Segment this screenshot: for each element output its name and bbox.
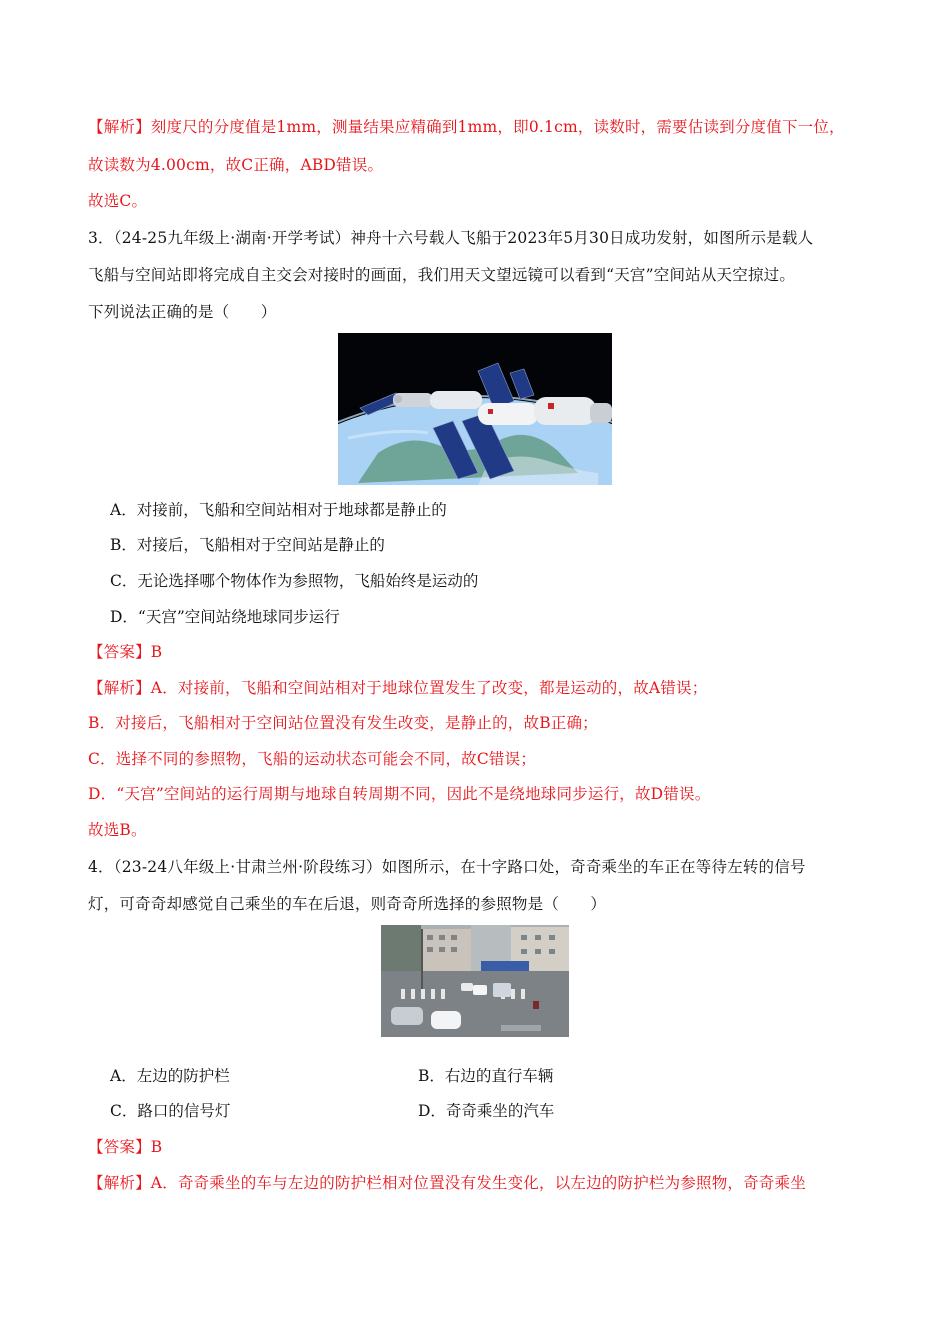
q2-conclusion: 故选C。 bbox=[88, 192, 148, 210]
q4-option-c: C．路口的信号灯 bbox=[110, 1102, 231, 1120]
q2-analysis-line-2: 故读数为4.00cm，故C正确，ABD错误。 bbox=[88, 156, 384, 174]
intersection-image bbox=[381, 925, 569, 1037]
intersection-illustration bbox=[381, 925, 569, 1037]
q3-analysis-c: C．选择不同的参照物，飞船的运动状态可能会不同，故C错误； bbox=[88, 750, 537, 768]
q3-option-c: C．无论选择哪个物体作为参照物，飞船始终是运动的 bbox=[110, 572, 479, 590]
q3-answer: 【答案】B bbox=[88, 643, 163, 661]
q3-stem-line-1: 3．（24-25九年级上·湖南·开学考试）神舟十六号载人飞船于2023年5月30日成功发射，如图所示是载人 bbox=[88, 229, 814, 247]
q3-option-b: B．对接后，飞船相对于空间站是静止的 bbox=[110, 536, 385, 554]
q2-analysis-line-1: 【解析】刻度尺的分度值是1mm，测量结果应精确到1mm，即0.1cm，读数时，需要估读到分度值下一位， bbox=[88, 118, 845, 136]
q4-stem-line-2: 灯，可奇奇却感觉自己乘坐的车在后退，则奇奇所选择的参照物是（ ） bbox=[88, 895, 607, 913]
q4-option-a: A．左边的防护栏 bbox=[110, 1067, 230, 1085]
q3-analysis-d: D．“天宫”空间站的运行周期与地球自转周期不同，因此不是绕地球同步运行，故D错误。 bbox=[88, 785, 711, 803]
q3-option-d: D．“天宫”空间站绕地球同步运行 bbox=[110, 608, 340, 626]
q3-stem-line-2: 飞船与空间站即将完成自主交会对接时的画面，我们用天文望远镜可以看到“天宫”空间站从天空掠过。 bbox=[88, 266, 796, 284]
space-station-illustration bbox=[338, 333, 612, 485]
q4-analysis-a: 【解析】A．奇奇乘坐的车与左边的防护栏相对位置没有发生变化，以左边的防护栏为参照物，奇奇乘坐 bbox=[88, 1174, 806, 1192]
q4-option-b: B．右边的直行车辆 bbox=[418, 1067, 554, 1085]
q4-answer: 【答案】B bbox=[88, 1138, 163, 1156]
q3-stem-line-3: 下列说法正确的是（ ） bbox=[88, 303, 277, 321]
space-station-image bbox=[338, 333, 612, 485]
q3-conclusion: 故选B。 bbox=[88, 821, 147, 839]
q3-analysis-a: 【解析】A．对接前，飞船和空间站相对于地球位置发生了改变，都是运动的，故A错误； bbox=[88, 679, 708, 697]
q3-analysis-b: B．对接后，飞船相对于空间站位置没有发生改变，是静止的，故B正确； bbox=[88, 714, 598, 732]
q3-option-a: A．对接前，飞船和空间站相对于地球都是静止的 bbox=[110, 501, 447, 519]
q4-stem-line-1: 4．（23-24八年级上·甘肃兰州·阶段练习）如图所示，在十字路口处，奇奇乘坐的车正在等待左转的信号 bbox=[88, 858, 806, 876]
q4-option-d: D．奇奇乘坐的汽车 bbox=[418, 1102, 555, 1120]
